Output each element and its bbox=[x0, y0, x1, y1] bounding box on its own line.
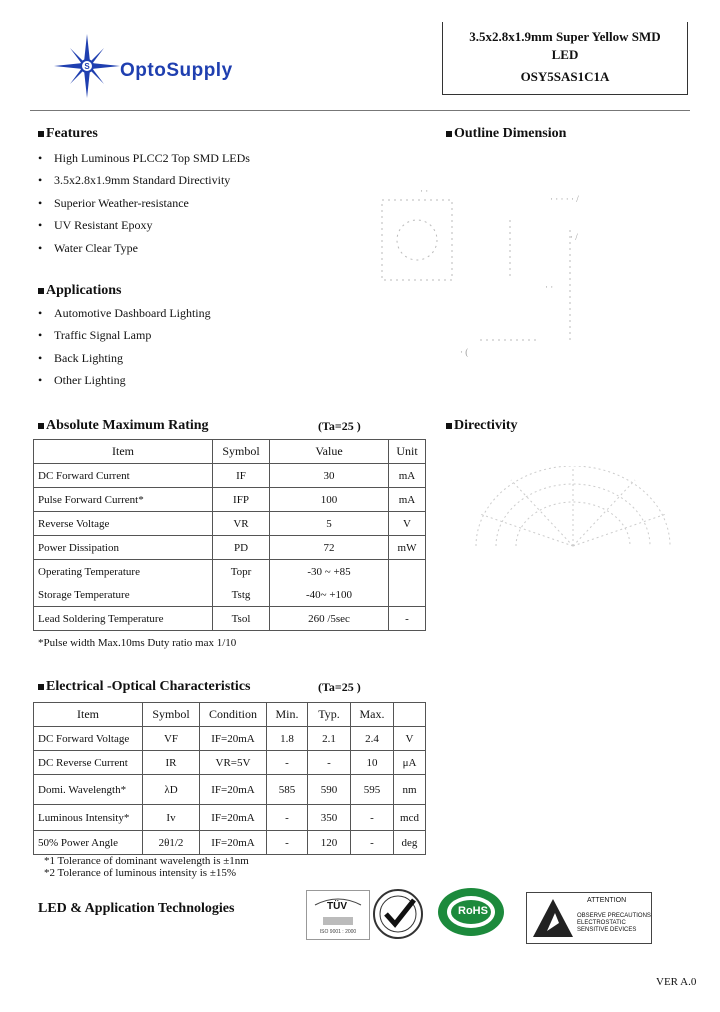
cell bbox=[389, 560, 426, 607]
table-row bbox=[34, 536, 426, 560]
svg-text:S: S bbox=[84, 62, 90, 71]
cell: - bbox=[308, 751, 351, 775]
cell: Tstg bbox=[213, 583, 270, 607]
cell: Lead Soldering Temperature bbox=[34, 607, 213, 631]
star-logo-icon bbox=[52, 34, 122, 98]
svg-text:· · · · · /: · · · · · / bbox=[550, 194, 579, 204]
cell: 350 bbox=[308, 805, 351, 831]
col-unit bbox=[394, 703, 426, 727]
cell: VF bbox=[143, 727, 200, 751]
table-row bbox=[34, 560, 426, 584]
tuv-badge-icon bbox=[307, 891, 369, 939]
amr-footnote: *Pulse width Max.10ms Duty ratio max 1/10 bbox=[38, 637, 237, 649]
cell: Storage Temperature bbox=[34, 583, 213, 607]
quality-certificate-logo bbox=[372, 888, 424, 940]
attention-title: ATTENTION bbox=[587, 897, 627, 904]
cell: Luminous Intensity* bbox=[34, 805, 143, 831]
cell: 10 bbox=[351, 751, 394, 775]
cell: - bbox=[351, 805, 394, 831]
cell: mW bbox=[389, 536, 426, 560]
directivity-heading: Directivity bbox=[446, 418, 518, 434]
cell: 2θ1/2 bbox=[143, 831, 200, 855]
cell: -40~ +100 bbox=[270, 583, 389, 607]
cell: - bbox=[267, 751, 308, 775]
list-item: • Traffic Signal Lamp bbox=[38, 328, 152, 343]
table-row bbox=[34, 727, 426, 751]
cell: 120 bbox=[308, 831, 351, 855]
amr-heading: Absolute Maximum Rating bbox=[38, 418, 209, 434]
eoc-heading: Electrical -Optical Characteristics bbox=[38, 679, 250, 695]
svg-text:· /: · / bbox=[570, 232, 578, 242]
col-symbol: Symbol bbox=[213, 440, 270, 464]
cell: - bbox=[267, 805, 308, 831]
checkmark-seal-icon bbox=[372, 888, 424, 940]
cell: 1.8 bbox=[267, 727, 308, 751]
col-typ: Typ. bbox=[308, 703, 351, 727]
cell: 2.4 bbox=[351, 727, 394, 751]
list-item: • High Luminous PLCC2 Top SMD LEDs bbox=[38, 151, 250, 165]
svg-text:· (: · ( bbox=[460, 347, 469, 357]
cell: 5 bbox=[270, 512, 389, 536]
cell: VR bbox=[213, 512, 270, 536]
list-item: • 3.5x2.8x1.9mm Standard Directivity bbox=[38, 173, 231, 188]
table-row bbox=[34, 607, 426, 631]
cell: 260 /5sec bbox=[270, 607, 389, 631]
tuv-certificate-logo bbox=[306, 890, 370, 940]
list-item: • Other Lighting bbox=[38, 373, 126, 388]
cell: 585 bbox=[267, 775, 308, 805]
col-item: Item bbox=[34, 703, 143, 727]
cell: nm bbox=[394, 775, 426, 805]
cell: IF=20mA bbox=[200, 727, 267, 751]
eoc-footnote-1: *1 Tolerance of dominant wavelength is ±1nm bbox=[44, 855, 249, 867]
opto-supply-logo bbox=[52, 34, 282, 98]
cell: deg bbox=[394, 831, 426, 855]
svg-text:ISO 9001 : 2000: ISO 9001 : 2000 bbox=[319, 929, 357, 935]
outline-heading: Outline Dimension bbox=[446, 126, 566, 142]
title-line-2: LED bbox=[551, 47, 579, 62]
title-box bbox=[442, 22, 688, 95]
outline-dimension-drawing bbox=[360, 180, 620, 380]
rohs-text: RoHS bbox=[458, 905, 488, 917]
table-row bbox=[34, 583, 426, 607]
table-row bbox=[34, 464, 426, 488]
cell: 72 bbox=[270, 536, 389, 560]
cell: VR=5V bbox=[200, 751, 267, 775]
col-unit: Unit bbox=[389, 440, 426, 464]
cell: Topr bbox=[213, 560, 270, 584]
cell: λD bbox=[143, 775, 200, 805]
cell: 595 bbox=[351, 775, 394, 805]
cell: IR bbox=[143, 751, 200, 775]
list-item: • UV Resistant Epoxy bbox=[38, 218, 153, 233]
cell: 2.1 bbox=[308, 727, 351, 751]
cell: 100 bbox=[270, 488, 389, 512]
table-row bbox=[34, 831, 426, 855]
cell: PD bbox=[213, 536, 270, 560]
cell: Pulse Forward Current* bbox=[34, 488, 213, 512]
header-divider bbox=[30, 110, 690, 111]
col-value: Value bbox=[270, 440, 389, 464]
table-row bbox=[34, 775, 426, 805]
cell: IF=20mA bbox=[200, 775, 267, 805]
table-header-row bbox=[34, 703, 426, 727]
cell: mA bbox=[389, 488, 426, 512]
applications-heading: Applications bbox=[38, 283, 121, 299]
cell: DC Forward Voltage bbox=[34, 727, 143, 751]
features-heading: Features bbox=[38, 126, 98, 142]
svg-text:· ·: · · bbox=[420, 186, 429, 196]
cell: - bbox=[351, 831, 394, 855]
cell: 590 bbox=[308, 775, 351, 805]
cell: Iv bbox=[143, 805, 200, 831]
cell: 50% Power Angle bbox=[34, 831, 143, 855]
table-row bbox=[34, 805, 426, 831]
cell: Domi. Wavelength* bbox=[34, 775, 143, 805]
cell: -30 ~ +85 bbox=[270, 560, 389, 584]
cell: μA bbox=[394, 751, 426, 775]
list-item: • Back Lighting bbox=[38, 350, 123, 365]
col-condition: Condition bbox=[200, 703, 267, 727]
table-header-row bbox=[34, 440, 426, 464]
cell: Tsol bbox=[213, 607, 270, 631]
version-label: VER A.0 bbox=[656, 976, 697, 988]
eoc-condition: (Ta=25 ) bbox=[318, 680, 361, 694]
cell: IF=20mA bbox=[200, 805, 267, 831]
rohs-compliant-logo bbox=[436, 886, 506, 938]
col-min: Min. bbox=[267, 703, 308, 727]
cell: IF bbox=[213, 464, 270, 488]
attention-text: OBSERVE PRECAUTIONS ELECTROSTATIC SENSITIVE DEVICES bbox=[577, 913, 651, 933]
amr-table bbox=[33, 439, 426, 631]
cell: IFP bbox=[213, 488, 270, 512]
table-row bbox=[34, 751, 426, 775]
eoc-footnote-2: *2 Tolerance of luminous intensity is ±15% bbox=[44, 867, 237, 879]
list-item: • Superior Weather-resistance bbox=[38, 195, 189, 210]
directivity-polar-chart bbox=[466, 466, 680, 570]
table-row bbox=[34, 512, 426, 536]
part-number: OSY5SAS1C1A bbox=[520, 69, 610, 84]
brand-name: OptoSupply bbox=[120, 60, 233, 81]
features-list bbox=[38, 147, 250, 259]
company-name: LED & Application Technologies bbox=[38, 901, 235, 916]
eoc-table bbox=[33, 702, 426, 855]
cell: V bbox=[394, 727, 426, 751]
cell: - bbox=[267, 831, 308, 855]
amr-condition: (Ta=25 ) bbox=[318, 419, 361, 433]
svg-text:· ·: · · bbox=[545, 282, 554, 292]
cell: Power Dissipation bbox=[34, 536, 213, 560]
list-item: • Automotive Dashboard Lighting bbox=[38, 306, 211, 320]
list-item: • Water Clear Type bbox=[38, 240, 138, 255]
cell: V bbox=[389, 512, 426, 536]
esd-warning-icon bbox=[529, 893, 577, 943]
cell: IF=20mA bbox=[200, 831, 267, 855]
cell: - bbox=[389, 607, 426, 631]
cell: DC Forward Current bbox=[34, 464, 213, 488]
esd-attention-label bbox=[526, 892, 652, 944]
title-line-1: 3.5x2.8x1.9mm Super Yellow SMD bbox=[469, 29, 661, 44]
tuv-text: TÜV bbox=[327, 901, 347, 912]
table-row bbox=[34, 488, 426, 512]
cell: mcd bbox=[394, 805, 426, 831]
cell: mA bbox=[389, 464, 426, 488]
cell: DC Reverse Current bbox=[34, 751, 143, 775]
cell: Reverse Voltage bbox=[34, 512, 213, 536]
col-max: Max. bbox=[351, 703, 394, 727]
applications-list bbox=[38, 302, 211, 392]
cell: 30 bbox=[270, 464, 389, 488]
cell: Operating Temperature bbox=[34, 560, 213, 584]
col-item: Item bbox=[34, 440, 213, 464]
col-symbol: Symbol bbox=[143, 703, 200, 727]
